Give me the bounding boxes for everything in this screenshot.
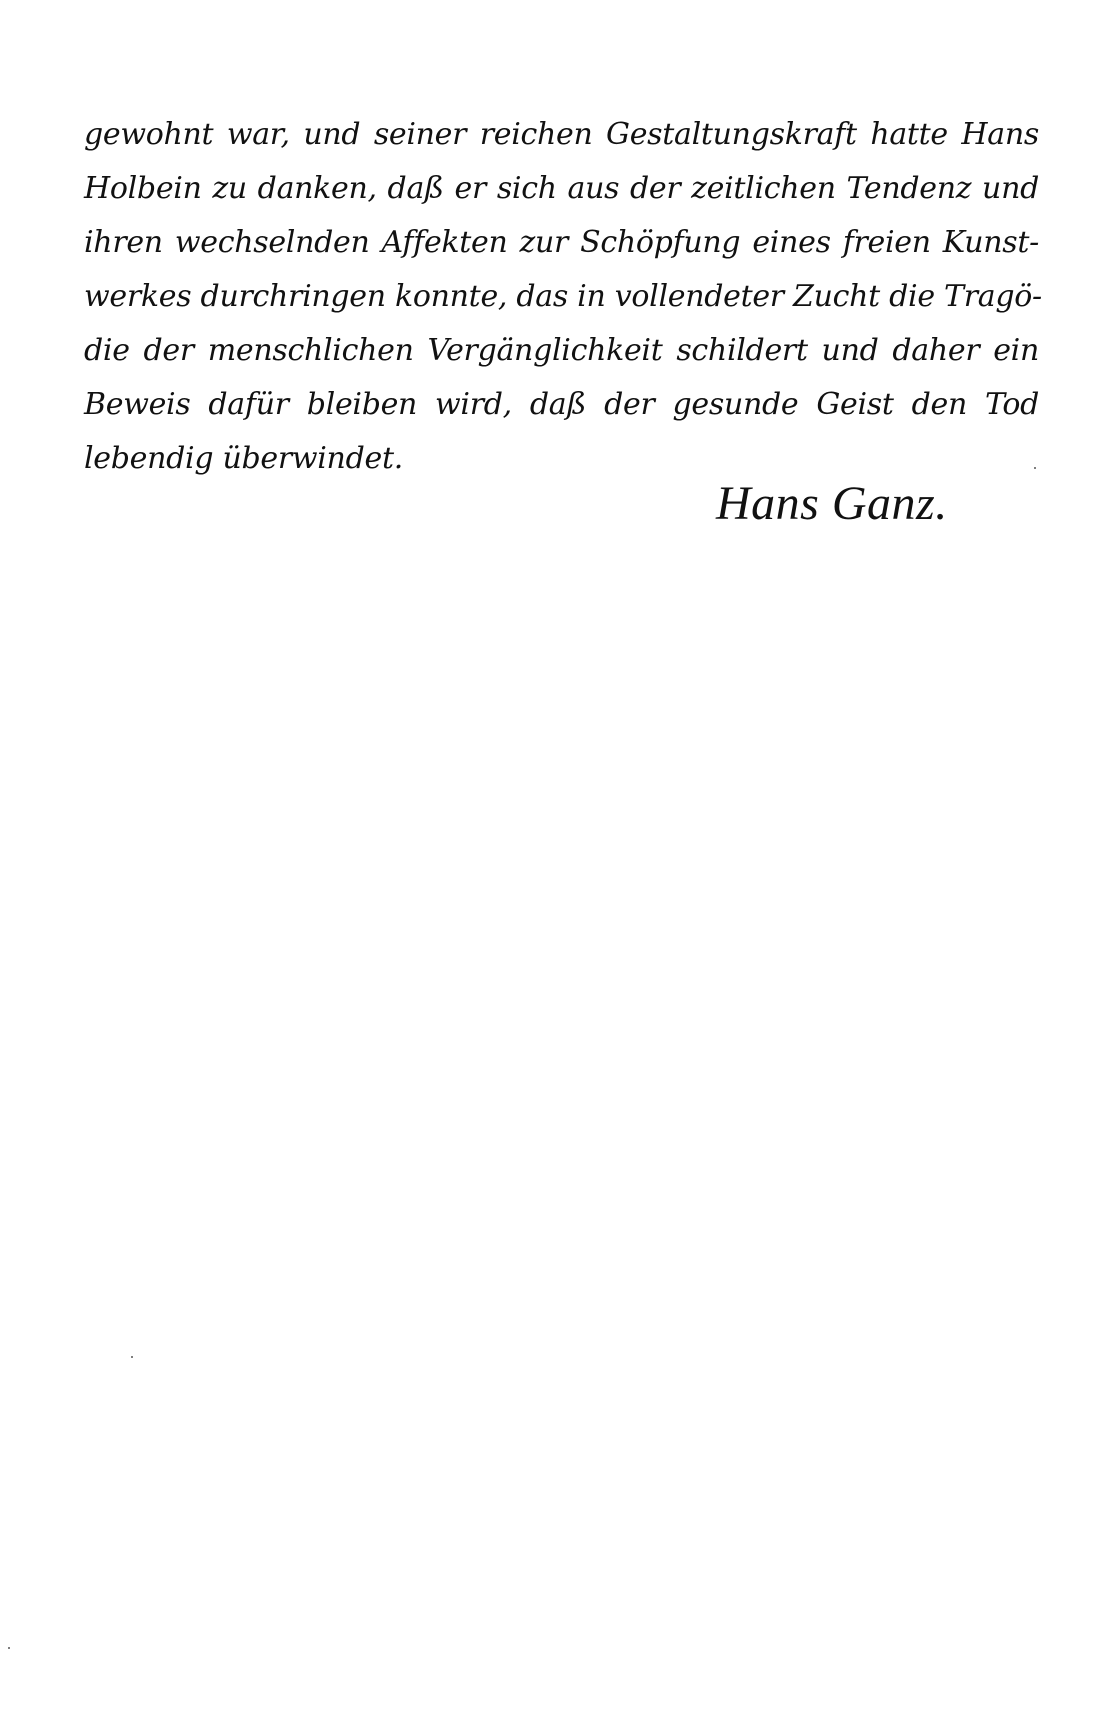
text-line-7: lebendig überwindet.: [84, 441, 403, 476]
text-line-1: gewohnt war, und seiner reichen Gestaltungskraft hatte Hans: [84, 117, 1039, 152]
text-line-6: Beweis dafür bleiben wird, daß der gesunde Geist den Tod: [84, 387, 1039, 422]
author-signature: Hans Ganz.: [716, 477, 948, 530]
text-line-2: Holbein zu danken, daß er sich aus der zeitlichen Tendenz und: [84, 171, 1039, 206]
scan-speck: [1034, 467, 1036, 469]
text-line-3: ihren wechselnden Affekten zur Schöpfung eines freien Kunst-: [84, 225, 1039, 260]
body-text: [84, 108, 1042, 486]
text-line-5: die der menschlichen Vergänglichkeit schildert und daher ein: [84, 333, 1039, 368]
text-line-4: werkes durchringen konnte, das in vollendeter Zucht die Tragö-: [84, 279, 1042, 314]
scan-speck: [8, 1647, 10, 1649]
scan-speck: [131, 1356, 133, 1358]
